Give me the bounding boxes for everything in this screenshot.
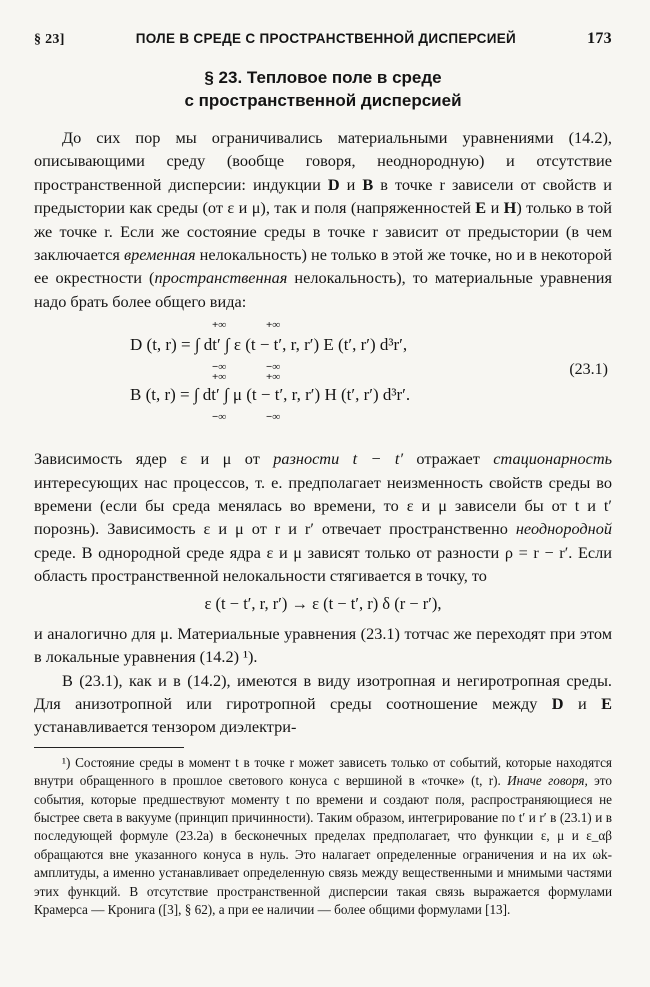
text-run: отражает xyxy=(403,449,494,469)
running-title: ПОЛЕ В СРЕДЕ С ПРОСТРАНСТВЕННОЙ ДИСПЕРСИЕЙ xyxy=(135,31,517,46)
section-title xyxy=(34,66,612,112)
limit-upper: +∞ xyxy=(266,371,281,384)
footnote-1 xyxy=(34,754,612,920)
section-title-line-2: с пространственной дисперсией xyxy=(184,91,462,110)
vector-symbol: H xyxy=(503,198,517,218)
text-run: среде. В однородной среде ядра ε и μ зависят только от разности ρ = r − r′. Если область пространственной нелокальности стягивается в точку, то xyxy=(34,542,612,586)
limit-upper: +∞ xyxy=(212,371,227,384)
text-run: нелокальность) не только в этой же точке, но и в некоторой ее окрестности ( xyxy=(34,245,612,288)
section-title-line-1: § 23. Тепловое поле в среде xyxy=(204,68,442,87)
vector-symbol: E xyxy=(475,198,487,218)
emphasis: пространственная xyxy=(154,268,288,288)
equation-number: (23.1) xyxy=(569,361,608,379)
paragraph-3: и аналогично для μ. Материальные уравнения (23.1) тотчас же переходят при этом в локальные уравнения (14.2) ¹). xyxy=(34,623,612,667)
text-run: ¹) Состояние среды в момент t в точке r может зависеть только от событий, которые находятся внутри обращенного в прошлое светового конуса с вершиной в «точке» (t, r). xyxy=(34,754,612,789)
text-run: устанавливается тензором диэлектри- xyxy=(34,717,297,737)
paragraph-1 xyxy=(34,126,612,313)
text-run: ) только в той же точке r. Если же состояние среды в точке r зависит от предыстории (в чем заключается xyxy=(34,198,612,265)
emphasis: разности t − t′ xyxy=(273,449,404,469)
text-run: интересующих нас процессов, т. е. предполагает неизменность свойств среды во времени (если бы среда менялась во времени, то ε и μ зависели бы от t и t′ порознь). Зависимость ε и μ от r и r′ отвечает пространственно xyxy=(34,472,612,539)
vector-symbol: B xyxy=(362,174,374,194)
section-marker: § 23] xyxy=(34,32,65,47)
limit-upper: +∞ xyxy=(266,319,281,332)
vector-symbol: D xyxy=(327,174,340,194)
text-run: До сих пор мы ограничивались материальными уравнениями (14.2), описывающими среду (вообще говоря, неоднородную) и отсутствие пространственной дисперсии: индукции xyxy=(34,128,612,194)
text-run: Зависимость ядер ε и μ от xyxy=(34,449,274,469)
text-run: нелокальность), то материальные уравнения надо брать более общего вида: xyxy=(34,268,612,311)
equation-23-1 xyxy=(34,319,612,443)
paragraph-4 xyxy=(34,669,612,739)
equation-local-limit: ε (t − t′, r, r′) → ε (t − t′, r) δ (r − r′), xyxy=(204,593,442,613)
text-run: и xyxy=(339,174,363,194)
vector-symbol: E xyxy=(601,693,612,713)
text-run: и xyxy=(563,693,602,713)
equation-line-d: D (t, r) = ∫ dt′ ∫ ε (t − t′, r, r′) E (t′, r′) d³r′, xyxy=(130,335,408,355)
limit-lower: −∞ xyxy=(212,361,227,374)
text-run: в точке r зависели от свойств и предыстории как среды (от ε и μ), так и поля (напряженностей xyxy=(34,174,612,218)
page-number: 173 xyxy=(587,30,612,47)
emphasis: временная xyxy=(124,245,196,265)
emphasis: Иначе говоря, xyxy=(507,773,588,789)
limit-lower: −∞ xyxy=(266,411,281,424)
emphasis: стационарность xyxy=(493,449,612,469)
emphasis: неоднородной xyxy=(515,519,612,539)
limit-lower: −∞ xyxy=(266,361,281,374)
paragraph-2 xyxy=(34,447,612,587)
limit-upper: +∞ xyxy=(212,319,227,332)
equation-line-b: B (t, r) = ∫ dt′ ∫ μ (t − t′, r, r′) H (t′, r′) d³r′. xyxy=(130,385,411,405)
limit-lower: −∞ xyxy=(212,411,227,424)
footnote-divider xyxy=(34,747,184,748)
running-header xyxy=(34,30,612,48)
vector-symbol: D xyxy=(551,693,564,713)
text-run: В (23.1), как и в (14.2), имеются в виду изотропная и негиротропная среды. Для анизотропной или гиротропной среды соотношение между xyxy=(34,670,612,713)
text-run: это события, которые предшествуют моменту t по времени и создают поля, распространяющиеся не быстрее света в вакууме (принцип причинности). Таким образом, интегрирование по t′ и r′ в (23.1) и в последующей формуле (23.2а) в бесконечных пределах предполагает, что функции ε, μ и ε_αβ обращаются вне указанного конуса в нуль. Это налагает определенные ограничения и на их ωk-амплитуды, а именно устанавливает определенную связь между вещественными и мнимыми частями этих функций. В отсутствие пространственной дисперсии такая связь выражается формулами Крамерса — Кронига ([3], § 62), а при ее наличии — более общими формулами [13]. xyxy=(34,773,612,917)
text-run: и xyxy=(486,198,504,218)
